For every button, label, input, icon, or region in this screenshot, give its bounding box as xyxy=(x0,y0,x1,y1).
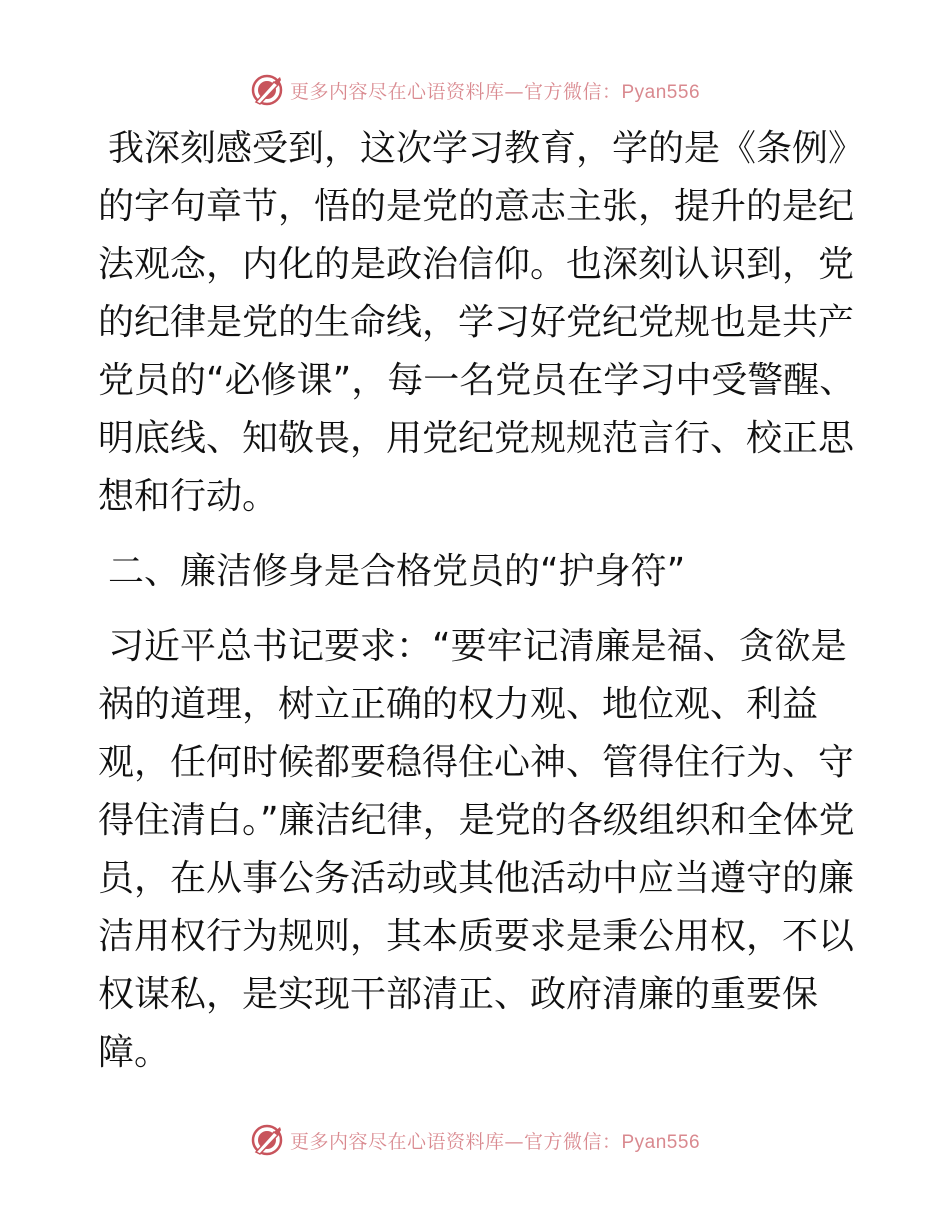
watermark-label: 更多内容尽在心语资料库—官方微信： xyxy=(289,1130,622,1153)
watermark-text xyxy=(290,77,700,104)
watermark-contact: Pyan556 xyxy=(621,81,701,103)
paragraph-2: 习近平总书记要求：“要牢记清廉是福、贪欲是祸的道理，树立正确的权力观、地位观、利益观，任何时候都要稳得住心神、管得住行为、守得住清白。”廉洁纪律，是党的各级组织和全体党员，在从事公务活动或其他活动中应当遵守的廉洁用权行为规则，其本质要求是秉公用权，不以权谋私，是实现干部清正、政府清廉的重要保障。 xyxy=(98,626,855,1073)
section-heading: 二、廉洁修身是合格党员的“护身符” xyxy=(108,551,686,592)
pen-logo-icon xyxy=(250,73,284,107)
watermark-text xyxy=(290,1127,700,1154)
watermark-footer xyxy=(0,1120,950,1160)
pen-logo-icon xyxy=(250,1123,284,1157)
paragraph-1: 我深刻感受到，这次学习教育，学的是《条例》的字句章节，悟的是党的意志主张，提升的是纪法观念，内化的是政治信仰。也深刻认识到，党的纪律是党的生命线，学习好党纪党规也是共产党员的“必修课”，每一名党员在学习中受警醒、明底线、知敬畏，用党纪党规规范言行、校正思想和行动。 xyxy=(98,128,856,517)
watermark-header xyxy=(0,70,950,110)
watermark-contact: Pyan556 xyxy=(621,1131,701,1153)
watermark-label: 更多内容尽在心语资料库—官方微信： xyxy=(289,80,622,103)
